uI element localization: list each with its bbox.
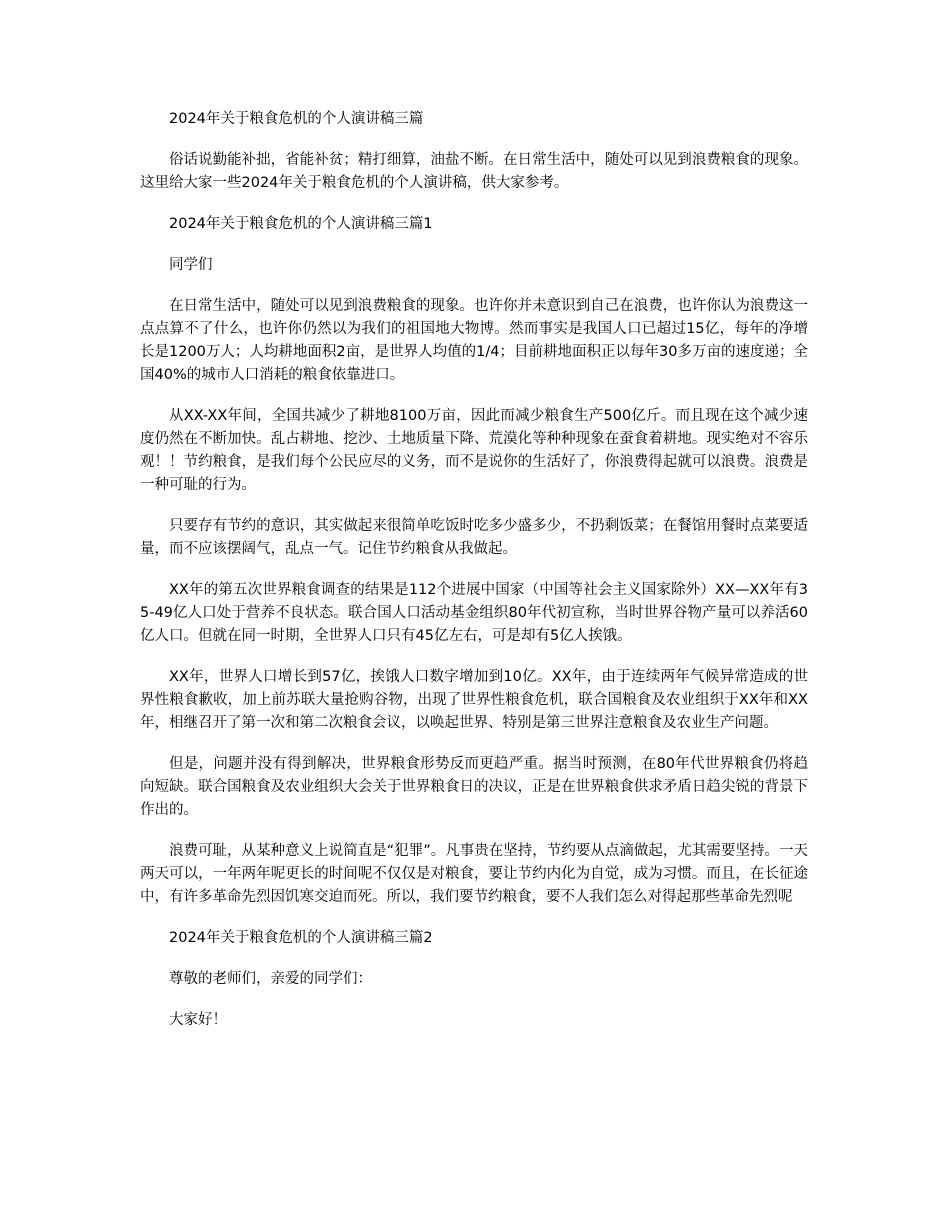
body-paragraph: 在日常生活中，随处可以见到浪费粮食的现象。也许你并未意识到自己在浪费，也许你认为浪费这一点点算不了什么，也许你仍然以为我们的祖国地大物博。然而事实是我国人口已超过15亿，每年的净增长是1200万人；人均耕地面积2亩，是世界人均值的1/4；目前耕地面积正以每年30多万亩的速度递；全国40%的城市人口消耗的粮食依靠进口。 [140,298,808,383]
greeting-paragraph: 大家好！ [169,1012,227,1028]
body-paragraph: XX年的第五次世界粮食调查的结果是112个进展中国家（中国等社会主义国家除外）XX—XX年有35-49亿人口处于营养不良状态。联合国人口活动基金组织80年代初宣称，当时世界谷物产量可以养活60亿人口。但就在同一时期，全世界人口只有45亿左右，可是却有5亿人挨饿。 [140,582,808,644]
salutation-paragraph: 同学们 [169,257,213,273]
intro-paragraph: 俗话说勤能补拙，省能补贫；精打细算，油盐不断。在日常生活中，随处可以见到浪费粮食的现象。这里给大家一些2024年关于粮食危机的个人演讲稿，供大家参考。 [140,152,808,191]
body-paragraph: 浪费可耻，从某种意义上说简直是“犯罪”。凡事贵在坚持，节约要从点滴做起，尤其需要坚持。一天两天可以，一年两年呢更长的时间呢不仅仅是对粮食，要让节约内化为自觉，成为习惯。而且，在长征途中，有许多革命先烈因饥寒交迫而死。所以，我们要节约粮食，要不人我们怎么对得起那些革命先烈呢 [140,843,808,905]
body-paragraph: 从XX-XX年间，全国共减少了耕地8100万亩，因此而减少粮食生产500亿斤。而且现在这个减少速度仍然在不断加快。乱占耕地、挖沙、土地质量下降、荒漠化等种种现象在蚕食着耕地。现实绝对不容乐观！！节约粮食，是我们每个公民应尽的义务，而不是说你的生活好了，你浪费得起就可以浪费。浪费是一种可耻的行为。 [140,408,808,493]
document-title: 2024年关于粮食危机的个人演讲稿三篇 [169,111,424,127]
section-heading-1: 2024年关于粮食危机的个人演讲稿三篇1 [169,216,433,232]
salutation-paragraph: 尊敬的老师们，亲爱的同学们： [169,971,372,987]
section-heading-2: 2024年关于粮食危机的个人演讲稿三篇2 [169,930,433,946]
document-page [140,108,808,1050]
body-paragraph: XX年，世界人口增长到57亿，挨饿人口数字增加到10亿。XX年，由于连续两年气候异常造成的世界性粮食歉收，加上前苏联大量抢购谷物，出现了世界性粮食危机，联合国粮食及农业组织于XX年和XX年，相继召开了第一次和第二次粮食会议，以唤起世界、特别是第三世界注意粮食及农业生产问题。 [140,669,808,731]
body-paragraph: 只要存有节约的意识，其实做起来很简单吃饭时吃多少盛多少，不扔剩饭菜；在餐馆用餐时点菜要适量，而不应该摆阔气，乱点一气。记住节约粮食从我做起。 [140,518,808,557]
body-paragraph: 但是，问题并没有得到解决，世界粮食形势反而更趋严重。据当时预测，在80年代世界粮食仍将趋向短缺。联合国粮食及农业组织大会关于世界粮食日的决议，正是在世界粮食供求矛盾日趋尖锐的背景下作出的。 [140,756,808,818]
